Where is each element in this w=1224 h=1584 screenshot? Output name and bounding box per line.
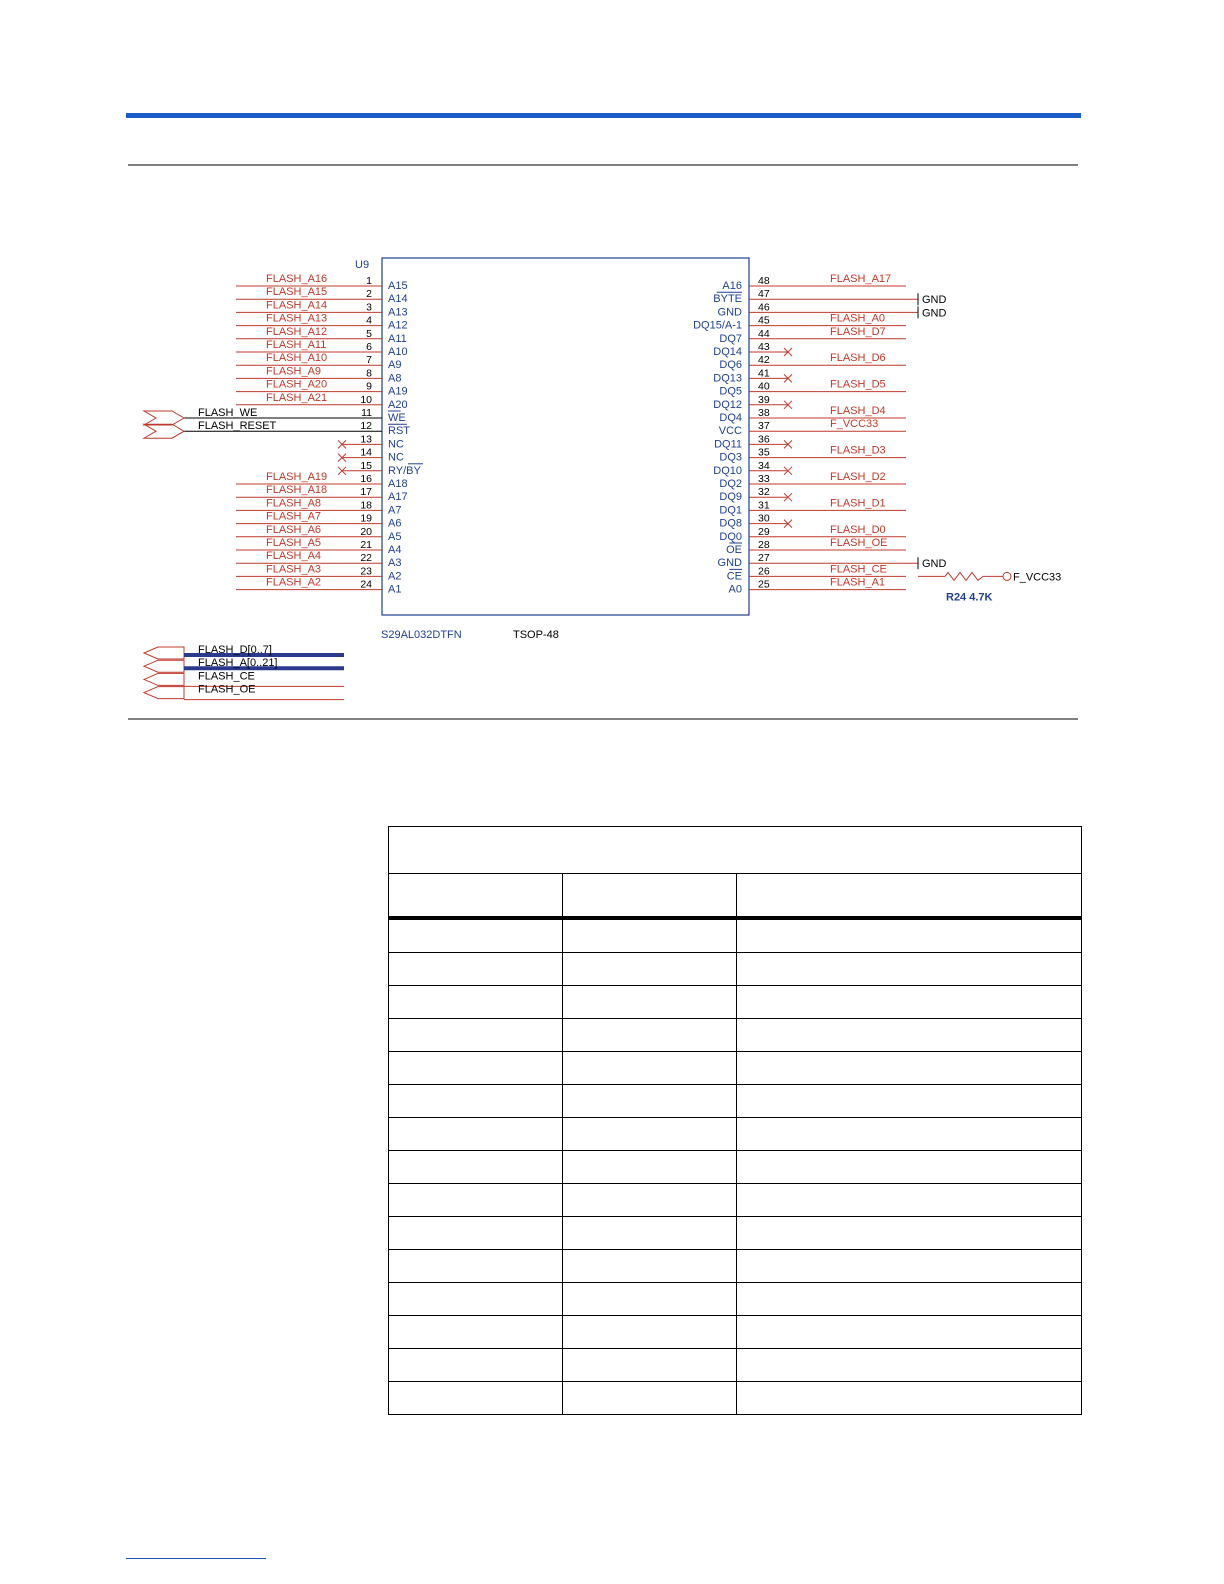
pin-number: 32	[758, 486, 770, 499]
net-label: FLASH_A17	[830, 273, 892, 285]
net-label: FLASH_OE	[830, 537, 888, 549]
power-label: F_VCC33	[1013, 571, 1062, 584]
pullup-resistor	[918, 571, 1061, 603]
net-label: FLASH_A11	[266, 339, 327, 351]
net-label: FLASH_A3	[266, 563, 322, 576]
pin-number: 11	[361, 407, 372, 419]
net-label: FLASH_RESET	[198, 420, 277, 433]
pin-number: 19	[360, 512, 372, 525]
table-cell	[737, 1382, 1082, 1415]
pin-number: 46	[758, 301, 770, 314]
pin-name: A8	[388, 372, 402, 385]
table-row	[389, 1316, 1082, 1349]
pin-name: NC	[388, 438, 404, 451]
pin-number: 5	[366, 327, 372, 340]
pin-number: 30	[758, 512, 770, 525]
table-row	[389, 918, 1082, 953]
pin-name: DQ9	[719, 491, 742, 504]
net-label: FLASH_A10	[266, 352, 328, 365]
table-row	[389, 1217, 1082, 1250]
net-label: FLASH_D6	[830, 352, 886, 365]
table-cell	[737, 1052, 1082, 1085]
left-pin-group	[144, 273, 423, 596]
pin-number: 18	[360, 499, 372, 512]
pin-number: 3	[366, 301, 372, 314]
pin-name: RY/BY	[388, 464, 421, 477]
pin-number: 33	[758, 473, 770, 485]
package-label: TSOP-48	[513, 629, 559, 641]
pin-name: DQ12	[713, 398, 742, 411]
pin-number: 15	[360, 459, 372, 472]
resistor-label: R24 4.7K	[946, 591, 993, 604]
net-label: FLASH_A19	[266, 471, 328, 483]
pin-name: GND	[717, 306, 742, 319]
right-pin-group	[693, 273, 946, 596]
pin-name: NC	[388, 451, 404, 464]
pin-name: DQ15/A-1	[693, 319, 742, 332]
port-label: FLASH_CE	[198, 670, 255, 683]
table-cell	[389, 918, 563, 953]
table-cell	[563, 918, 737, 953]
pin-number: 40	[758, 380, 770, 393]
table-cell	[389, 1283, 563, 1316]
pin-name: A17	[388, 491, 408, 504]
net-label: FLASH_D3	[830, 444, 886, 457]
pin-name: A3	[388, 557, 402, 570]
left-pin-24	[236, 577, 401, 596]
table-cell	[389, 1316, 563, 1349]
table-row	[389, 1019, 1082, 1052]
net-label: FLASH_A20	[266, 378, 328, 391]
table-cell	[563, 1217, 737, 1250]
port-label: FLASH_A[0..21]	[198, 657, 278, 670]
pin-name: DQ7	[719, 332, 742, 345]
pin-number: 44	[758, 327, 770, 340]
table-cell	[737, 1085, 1082, 1118]
pin-name: DQ4	[719, 412, 742, 424]
pin-name: A15	[388, 280, 408, 292]
pin-name: A5	[388, 530, 402, 543]
net-label: FLASH_CE	[830, 563, 887, 576]
table-cell	[563, 1316, 737, 1349]
pin-name: A13	[388, 306, 408, 319]
right-pin-35	[719, 445, 906, 464]
power-port	[1003, 572, 1011, 580]
port-arrow	[144, 411, 184, 425]
pin-number: 1	[366, 275, 372, 287]
table-cell	[389, 953, 563, 986]
pin-number: 16	[360, 473, 372, 485]
pin-number: 21	[360, 539, 372, 551]
table-row	[389, 1118, 1082, 1151]
pin-name: A16	[722, 280, 742, 292]
net-label: FLASH_A18	[266, 484, 328, 497]
table-row	[389, 1085, 1082, 1118]
net-label: FLASH_WE	[198, 407, 258, 419]
table-cell	[563, 986, 737, 1019]
pin-number: 39	[758, 393, 770, 406]
pin-number: 12	[360, 420, 372, 433]
pin-name: A19	[388, 385, 408, 398]
table-header-2	[563, 874, 737, 919]
pin-number: 24	[360, 578, 372, 591]
table-header-1	[389, 874, 563, 919]
net-label: FLASH_A5	[266, 537, 322, 549]
pin-name: A0	[728, 583, 742, 596]
right-pin-42	[719, 352, 906, 371]
table-cell	[389, 1151, 563, 1184]
pin-number: 37	[758, 420, 770, 433]
right-pin-33	[719, 471, 906, 490]
pin-name: DQ8	[719, 517, 742, 530]
net-label: FLASH_D5	[830, 378, 886, 391]
port-arrow	[144, 673, 184, 685]
table-cell	[563, 1250, 737, 1283]
table-row	[389, 1349, 1082, 1382]
pin-name: GND	[717, 557, 742, 570]
net-label: FLASH_A4	[266, 550, 322, 563]
port-arrow	[144, 660, 184, 672]
pin-number: 27	[758, 552, 770, 565]
pin-name: A4	[388, 544, 402, 556]
port-label: FLASH_D[0..7]	[198, 644, 272, 656]
pin-number: 2	[366, 288, 372, 301]
table-cell	[737, 953, 1082, 986]
pin-number: 36	[758, 433, 770, 446]
right-pin-47	[713, 288, 946, 306]
table-cell	[563, 1118, 737, 1151]
pin-name: A6	[388, 517, 402, 530]
pin-number: 14	[360, 446, 372, 459]
header-bar	[126, 113, 1081, 118]
pin-number: 38	[758, 407, 770, 419]
pin-number: 48	[758, 275, 770, 287]
table-cell	[389, 1052, 563, 1085]
table-cell	[563, 1349, 737, 1382]
table-cell	[737, 1118, 1082, 1151]
table-cell	[389, 1217, 563, 1250]
right-pin-37	[719, 418, 906, 437]
pin-number: 34	[758, 459, 770, 472]
pin-number: 47	[758, 288, 770, 301]
pin-number: 43	[758, 341, 770, 353]
net-label: FLASH_D2	[830, 471, 886, 483]
table-cell	[563, 1184, 737, 1217]
right-pin-44	[719, 326, 906, 345]
pin-name: DQ6	[719, 359, 742, 372]
net-label: FLASH_D0	[830, 523, 886, 536]
pin-number: 6	[366, 341, 372, 353]
pin-name: DQ1	[719, 504, 742, 517]
pin-number: 25	[758, 578, 770, 591]
resistor-symbol	[945, 572, 983, 580]
table-cell	[389, 1118, 563, 1151]
pin-name: A7	[388, 504, 402, 517]
net-label: FLASH_A15	[266, 286, 328, 299]
pin-number: 45	[758, 314, 770, 327]
table-row	[389, 986, 1082, 1019]
flash-schematic	[0, 0, 1224, 760]
table-cell	[737, 1151, 1082, 1184]
footer-rule	[126, 1558, 266, 1559]
net-label: FLASH_A16	[266, 273, 328, 285]
ref-designator: U9	[355, 259, 370, 271]
net-label: FLASH_A2	[266, 576, 322, 589]
pin-name: A12	[388, 319, 408, 332]
port-arrow	[144, 424, 184, 438]
pin-name: WE	[388, 412, 406, 424]
chip-body	[382, 258, 749, 615]
table-cell	[737, 1349, 1082, 1382]
pin-name: A2	[388, 570, 402, 583]
table-cell	[737, 1283, 1082, 1316]
table-row	[389, 1184, 1082, 1217]
pin-name: CE	[726, 570, 742, 583]
pin-number: 4	[366, 314, 372, 327]
pin-name: RST	[388, 425, 410, 438]
pin-name: DQ11	[714, 438, 742, 451]
pin-name: VCC	[718, 425, 742, 438]
ground-label: GND	[922, 307, 947, 320]
right-pin-31	[719, 497, 906, 516]
right-pin-40	[719, 379, 906, 398]
table-row	[389, 1052, 1082, 1085]
table-row	[389, 1283, 1082, 1316]
table-cell	[737, 1217, 1082, 1250]
table-cell	[737, 1250, 1082, 1283]
port-group	[144, 644, 344, 700]
port-arrow	[144, 647, 184, 659]
table-cell	[563, 1019, 737, 1052]
table-cell	[563, 1085, 737, 1118]
right-pin-25	[729, 577, 906, 596]
table-caption	[389, 827, 1082, 874]
table-cell	[563, 1382, 737, 1415]
table-cell	[389, 1382, 563, 1415]
net-label: F_VCC33	[830, 418, 879, 431]
net-label: FLASH_A21	[266, 391, 328, 404]
table-row	[389, 953, 1082, 986]
pin-number: 13	[360, 433, 372, 446]
table-cell	[563, 1283, 737, 1316]
ground-label: GND	[922, 294, 947, 307]
port-label: FLASH_OE	[198, 683, 256, 696]
part-number: S29AL032DTFN	[381, 629, 462, 641]
pin-table	[388, 826, 1082, 1415]
net-label: FLASH_A1	[830, 576, 886, 589]
table-cell	[563, 953, 737, 986]
table-cell	[737, 918, 1082, 953]
port-arrow	[144, 687, 184, 699]
pin-number: 23	[360, 565, 372, 578]
pin-name: DQ13	[713, 372, 742, 385]
net-label: FLASH_A0	[830, 312, 886, 325]
net-label: FLASH_D4	[830, 405, 886, 417]
right-pin-48	[722, 273, 906, 292]
ground-label: GND	[922, 558, 947, 571]
pin-name: A1	[388, 583, 402, 596]
table-cell	[563, 1151, 737, 1184]
pin-name: DQ0	[719, 530, 742, 543]
pin-name: A20	[388, 398, 408, 411]
pin-number: 22	[360, 552, 372, 565]
table-row	[389, 1382, 1082, 1415]
table-cell	[737, 1019, 1082, 1052]
pin-name: DQ14	[713, 346, 742, 358]
net-label: FLASH_D1	[830, 497, 886, 510]
pin-number: 31	[758, 499, 770, 512]
pin-name: DQ10	[713, 464, 742, 477]
pin-number: 17	[360, 486, 372, 499]
net-label: FLASH_A12	[266, 325, 328, 338]
table-cell	[737, 1184, 1082, 1217]
pin-name: DQ3	[719, 451, 742, 464]
net-label: FLASH_A8	[266, 497, 322, 510]
net-label: FLASH_D7	[830, 325, 886, 338]
pin-number: 20	[360, 525, 372, 538]
pin-number: 9	[366, 380, 372, 393]
table-cell	[389, 1019, 563, 1052]
pin-name: A11	[388, 332, 407, 345]
left-pin-15	[338, 460, 423, 477]
table-row	[389, 1151, 1082, 1184]
table-row	[389, 1250, 1082, 1283]
table-cell	[389, 1184, 563, 1217]
pin-name: A10	[388, 346, 408, 358]
net-label: FLASH_A9	[266, 365, 322, 378]
net-label: FLASH_A14	[266, 299, 328, 312]
pin-number: 26	[758, 565, 770, 578]
table-cell	[563, 1052, 737, 1085]
table-cell	[737, 986, 1082, 1019]
table-cell	[389, 1349, 563, 1382]
right-pin-28	[726, 537, 906, 556]
pin-number: 10	[360, 393, 372, 406]
net-label: FLASH_A7	[266, 510, 322, 523]
net-label: FLASH_A13	[266, 312, 328, 325]
table-cell	[389, 1085, 563, 1118]
pin-number: 42	[758, 354, 770, 367]
table-cell	[389, 986, 563, 1019]
pin-name: A18	[388, 478, 408, 490]
pin-number: 41	[758, 367, 770, 380]
net-label: FLASH_A6	[266, 523, 322, 536]
pin-name: OE	[726, 544, 742, 556]
pin-number: 35	[758, 446, 770, 459]
pin-number: 29	[758, 525, 770, 538]
pin-name: BYTE	[713, 293, 742, 306]
pin-name: DQ2	[719, 478, 742, 490]
table-cell	[737, 1316, 1082, 1349]
table-header-3	[737, 874, 1082, 919]
pin-name: A9	[388, 359, 402, 372]
pin-number: 7	[366, 354, 372, 367]
table-cell	[389, 1250, 563, 1283]
pin-name: DQ5	[719, 385, 742, 398]
pin-number: 28	[758, 539, 770, 551]
pin-name: A14	[388, 293, 408, 306]
pin-number: 8	[366, 367, 372, 380]
